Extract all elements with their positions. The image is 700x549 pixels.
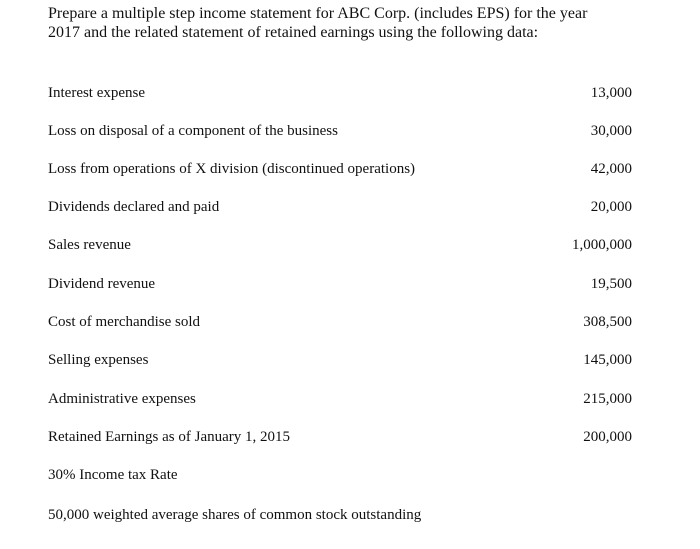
note-tax-rate bbox=[0, 464, 700, 486]
data-row-administrative-expenses bbox=[0, 388, 700, 410]
row-label: Selling expenses bbox=[48, 352, 149, 368]
row-value: 145,000 bbox=[583, 352, 632, 368]
row-label: Cost of merchandise sold bbox=[48, 314, 201, 330]
data-row-sales-revenue bbox=[0, 234, 700, 256]
data-row-loss-on-disposal bbox=[0, 120, 700, 142]
row-value: 215,000 bbox=[583, 391, 632, 407]
row-value: 20,000 bbox=[590, 199, 632, 215]
data-row-interest-expense bbox=[0, 82, 700, 104]
row-value: 42,000 bbox=[590, 161, 632, 177]
row-label: Dividends declared and paid bbox=[48, 199, 220, 215]
row-value: 13,000 bbox=[590, 85, 632, 101]
data-row-retained-earnings bbox=[0, 426, 700, 448]
data-row-dividends bbox=[0, 196, 700, 218]
data-row-cost-of-merchandise bbox=[0, 311, 700, 333]
data-row-loss-from-operations bbox=[0, 158, 700, 180]
note-shares-outstanding bbox=[0, 504, 700, 526]
row-label: Dividend revenue bbox=[48, 276, 156, 292]
row-value: 308,500 bbox=[583, 314, 632, 330]
row-label: Sales revenue bbox=[48, 237, 131, 253]
row-value: 30,000 bbox=[590, 123, 632, 139]
data-row-dividend-revenue bbox=[0, 273, 700, 295]
row-label: Loss from operations of X division (discontinued operations) bbox=[48, 161, 416, 177]
note-text: 30% Income tax Rate bbox=[48, 467, 178, 483]
note-text: 50,000 weighted average shares of common stock outstanding bbox=[48, 507, 422, 523]
instructions-line-2: 2017 and the related statement of retained earnings using the following data: bbox=[48, 24, 539, 41]
instructions-line-1: Prepare a multiple step income statement for ABC Corp. (includes EPS) for the year bbox=[48, 5, 588, 22]
row-label: Retained Earnings as of January 1, 2015 bbox=[48, 429, 291, 445]
row-value: 19,500 bbox=[590, 276, 632, 292]
data-row-selling-expenses bbox=[0, 349, 700, 371]
row-label: Loss on disposal of a component of the business bbox=[48, 123, 338, 139]
row-value: 200,000 bbox=[583, 429, 632, 445]
row-value: 1,000,000 bbox=[572, 237, 632, 253]
row-label: Administrative expenses bbox=[48, 391, 196, 407]
row-label: Interest expense bbox=[48, 85, 146, 101]
